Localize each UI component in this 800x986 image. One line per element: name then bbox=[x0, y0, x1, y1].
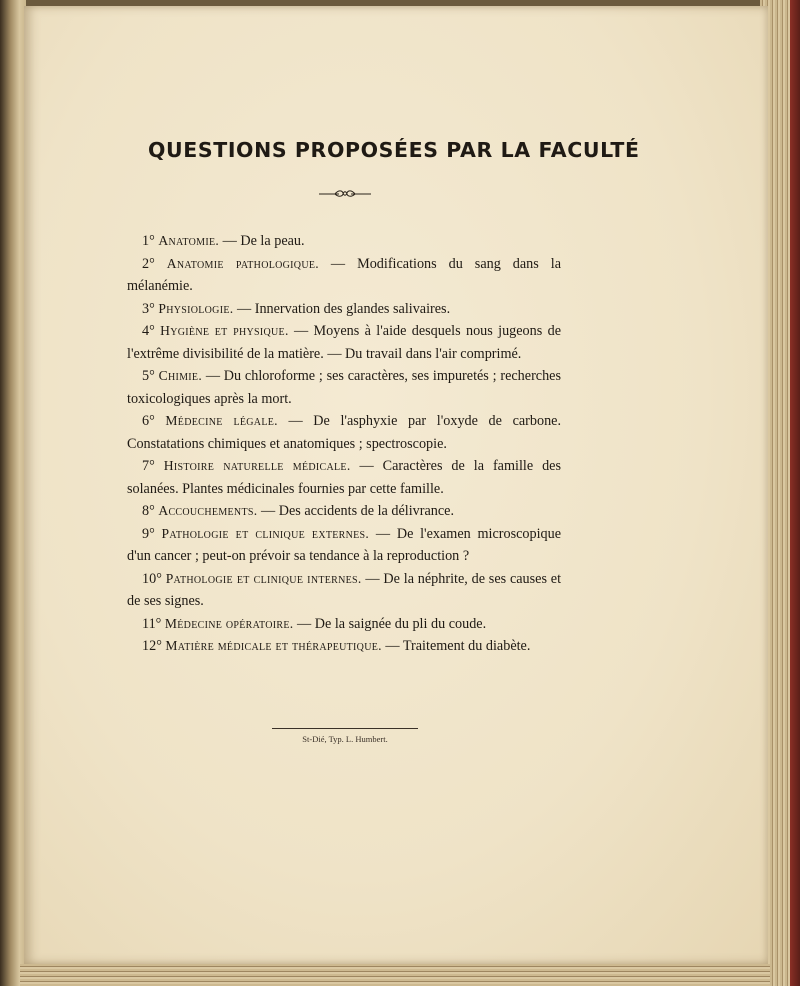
question-item bbox=[127, 613, 561, 636]
question-number: 10° bbox=[142, 570, 162, 587]
question-item bbox=[127, 253, 561, 298]
question-text: — De la néphrite, de ses causes et de ses signes. bbox=[127, 570, 562, 609]
questions-list bbox=[127, 230, 561, 658]
question-item bbox=[127, 230, 561, 253]
question-number: 12° bbox=[142, 638, 162, 654]
question-text: — De l'asphyxie par l'oxyde de carbone. Constatations chimiques et anatomiques ; spectroscopie. bbox=[127, 413, 562, 452]
question-subject: Hygiène et physique. bbox=[160, 323, 289, 338]
question-text: — Modifications du sang dans la mélanémie. bbox=[127, 255, 561, 294]
question-item bbox=[127, 568, 561, 613]
question-subject: Pathologie et clinique internes. bbox=[165, 570, 362, 586]
question-subject: Physiologie. bbox=[158, 300, 234, 316]
bleed-through-decoration bbox=[244, 174, 249, 197]
question-text: — Caractères de la famille des solanées. Plantes médicinales fournies par cette famille. bbox=[127, 458, 561, 497]
question-item bbox=[127, 365, 561, 410]
question-number: 8° bbox=[142, 503, 155, 519]
book-binding bbox=[0, 0, 26, 986]
footer-rule bbox=[272, 728, 418, 729]
question-number: 11° bbox=[142, 615, 162, 632]
question-subject: Histoire naturelle médicale. bbox=[163, 458, 351, 473]
question-number: 9° bbox=[142, 525, 155, 542]
question-text: — Innervation des glandes salivaires. bbox=[233, 300, 451, 317]
question-subject: Chimie. bbox=[158, 368, 203, 383]
question-number: 3° bbox=[142, 300, 155, 317]
question-number: 4° bbox=[142, 323, 155, 339]
question-item bbox=[127, 455, 561, 500]
question-subject: Accouchements. bbox=[158, 503, 258, 518]
printer-imprint: St-Dié, Typ. L. Humbert. bbox=[302, 734, 388, 744]
question-subject: Matière médicale et thérapeutique. bbox=[165, 638, 382, 653]
bleed-through-decoration bbox=[224, 114, 227, 125]
question-text: — Traitement du diabète. bbox=[381, 638, 531, 654]
question-item bbox=[127, 635, 561, 658]
question-item bbox=[127, 410, 561, 455]
question-subject: Médecine opératoire. bbox=[164, 615, 294, 631]
question-subject: Anatomie pathologique. bbox=[166, 255, 319, 271]
question-subject: Médecine légale. bbox=[165, 413, 278, 428]
question-number: 7° bbox=[142, 458, 155, 474]
question-text: — De la peau. bbox=[219, 233, 305, 249]
ornament-divider-icon bbox=[319, 186, 371, 200]
question-number: 1° bbox=[142, 233, 155, 249]
page-bottom-edges bbox=[20, 964, 770, 986]
question-number: 5° bbox=[142, 368, 155, 384]
bleed-through-decoration bbox=[324, 706, 329, 727]
question-text: — De l'examen microscopique d'un cancer ; peut-on prévoir sa tendance à la reproduction ? bbox=[127, 525, 562, 564]
question-item bbox=[127, 320, 561, 365]
book-page bbox=[24, 6, 768, 964]
question-subject: Pathologie et clinique externes. bbox=[161, 525, 370, 541]
question-item bbox=[127, 500, 561, 523]
question-subject: Anatomie. bbox=[158, 233, 220, 248]
question-item bbox=[127, 298, 561, 321]
question-item bbox=[127, 523, 561, 568]
question-text: — Moyens à l'aide desquels nous jugeons de l'extrême divisibilité de la matière. — Du travail dans l'air comprimé. bbox=[127, 323, 562, 362]
question-text: — Du chloroforme ; ses caractères, ses impuretés ; recherches toxicologiques après la mort. bbox=[127, 368, 561, 407]
question-number: 2° bbox=[142, 255, 155, 272]
question-number: 6° bbox=[142, 413, 155, 429]
question-text: — Des accidents de la délivrance. bbox=[257, 503, 454, 519]
question-text: — De la saignée du pli du coude. bbox=[293, 615, 487, 632]
page-title: QUESTIONS PROPOSÉES PAR LA FACULTÉ bbox=[148, 138, 640, 162]
